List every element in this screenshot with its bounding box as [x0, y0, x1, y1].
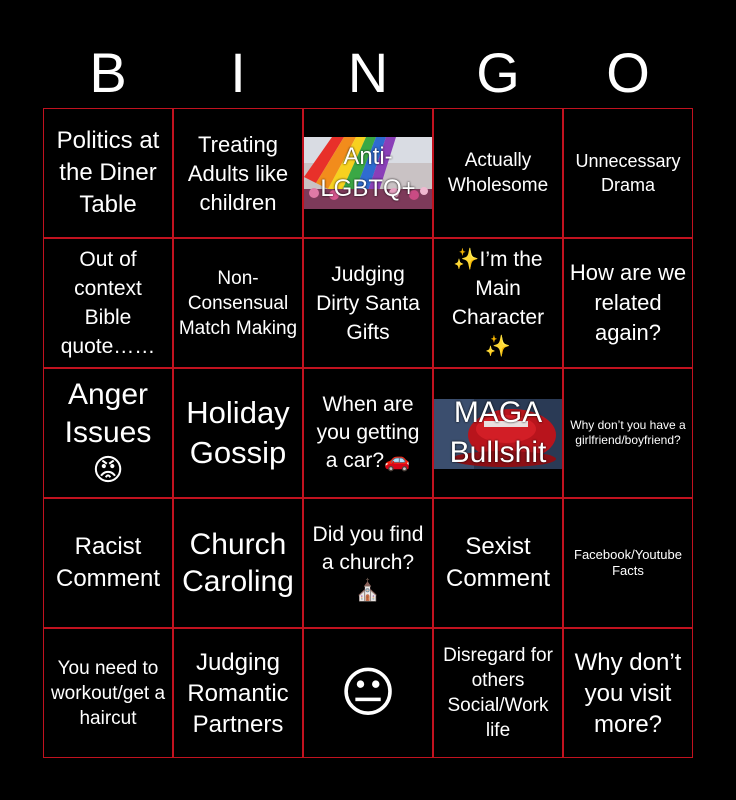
bingo-cell-workout-haircut[interactable] [43, 628, 173, 758]
bingo-board [43, 108, 693, 758]
bingo-cell-politics[interactable] [43, 108, 173, 238]
cell-label: Treating Adults like children [187, 131, 289, 215]
cell-label: Disregard for others Social/Work life [443, 645, 553, 741]
cell-label: Non-Consensual Match Making [178, 267, 298, 339]
cell-label: Unnecessary Drama [575, 151, 681, 195]
cell-label: Why don’t you have a girlfriend/boyfriend? [570, 418, 686, 447]
cell-label: Judging Dirty Santa Gifts [316, 262, 420, 344]
bingo-cell-bible-quote[interactable] [43, 238, 173, 368]
cell-label: Politics at the Diner Table [56, 127, 160, 218]
bingo-cell-find-church[interactable] [303, 498, 433, 628]
bingo-cell-disregard[interactable] [433, 628, 563, 758]
cell-label: Racist Comment [55, 533, 161, 592]
bingo-cell-romantic-partners[interactable] [173, 628, 303, 758]
bingo-header [43, 38, 693, 108]
bingo-cell-dirty-santa[interactable] [303, 238, 433, 368]
bingo-cell-anger-issues[interactable] [43, 368, 173, 498]
cell-label: ✨I’m the Main Character ✨ [451, 248, 545, 358]
bingo-cell-racist-comment[interactable] [43, 498, 173, 628]
cell-label: Anger Issues 😡 [64, 378, 152, 487]
cell-label: Did you find a church? ⛪ [312, 523, 424, 602]
cell-label: Facebook/Youtube Facts [574, 547, 682, 578]
cell-label: When are you getting a car?🚗 [316, 393, 420, 472]
bingo-cell-getting-car[interactable] [303, 368, 433, 498]
bingo-cell-facebook-facts[interactable] [563, 498, 693, 628]
bingo-cell-holiday-gossip[interactable] [173, 368, 303, 498]
neutral-face-icon: 😐 [339, 663, 397, 723]
bingo-cell-treating-adults[interactable] [173, 108, 303, 238]
cell-label: MAGA Bullshit [449, 396, 547, 469]
bingo-cell-main-character[interactable] [433, 238, 563, 368]
cell-label: Holiday Gossip [186, 395, 290, 470]
bingo-cell-unnecessary-drama[interactable] [563, 108, 693, 238]
header-letter-o: O [606, 41, 650, 104]
bingo-cell-visit-more[interactable] [563, 628, 693, 758]
cell-label: Why don’t you visit more? [574, 648, 682, 738]
bingo-cell-free-space[interactable] [303, 628, 433, 758]
cell-label: Church Caroling [182, 528, 294, 598]
cell-label: How are we related again? [569, 260, 687, 345]
bingo-cell-how-related[interactable] [563, 238, 693, 368]
bingo-cell-girlfriend-boyfriend[interactable] [563, 368, 693, 498]
header-letter-n: N [347, 41, 389, 104]
cell-label: Judging Romantic Partners [187, 648, 289, 738]
header-letter-b: B [89, 41, 127, 104]
bingo-cell-actually-wholesome[interactable] [433, 108, 563, 238]
header-letter-g: G [476, 41, 520, 104]
bingo-cell-maga[interactable] [433, 368, 563, 498]
cell-label: You need to workout/get a haircut [50, 657, 166, 729]
cell-label: Anti-LGBTQ+ [320, 143, 416, 202]
cell-label: Out of context Bible quote…… [60, 248, 156, 358]
header-letter-i: I [230, 41, 246, 104]
bingo-cell-anti-lgbtq[interactable] [303, 108, 433, 238]
bingo-cell-match-making[interactable] [173, 238, 303, 368]
cell-label: Sexist Comment [445, 533, 551, 592]
cell-label: Actually Wholesome [447, 150, 549, 196]
bingo-cell-sexist-comment[interactable] [433, 498, 563, 628]
bingo-cell-church-caroling[interactable] [173, 498, 303, 628]
